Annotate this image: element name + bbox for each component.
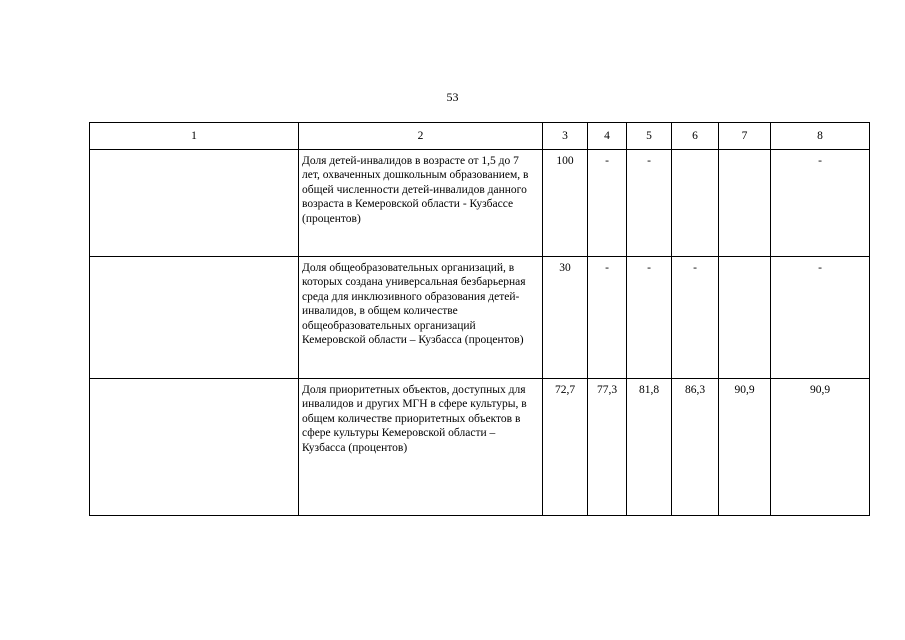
header-cell-1: 1 <box>90 123 299 150</box>
indicator-table <box>89 122 870 516</box>
indicator-description: Доля приоритетных объектов, доступных для инвалидов и других МГН в сфере культуры, в общем количестве приоритетных объектов в сфере культуры Кемеровской области – Кузбасса (процентов) <box>299 379 543 516</box>
value-col6: - <box>672 257 719 379</box>
value-col8: - <box>771 150 870 257</box>
row-cell-col1 <box>90 150 299 257</box>
value-col5: - <box>627 257 672 379</box>
value-col7 <box>719 257 771 379</box>
value-col3: 30 <box>543 257 588 379</box>
table-header-row <box>90 123 870 150</box>
value-col4: - <box>588 150 627 257</box>
value-col7: 90,9 <box>719 379 771 516</box>
header-cell-6: 6 <box>672 123 719 150</box>
value-col7 <box>719 150 771 257</box>
indicator-description: Доля детей-инвалидов в возрасте от 1,5 до 7 лет, охваченных дошкольным образованием, в общей численности детей-инвалидов данного возраста в Кемеровской области - Кузбассе (процентов) <box>299 150 543 257</box>
row-cell-col1 <box>90 257 299 379</box>
value-col5: - <box>627 150 672 257</box>
table-row <box>90 150 870 257</box>
indicator-description: Доля общеобразовательных организаций, в которых создана универсальная безбарьерная среда для инклюзивного образования детей-инвалидов, в общем количестве общеобразовательных организаций Кемеровской области – Кузбасса (процентов) <box>299 257 543 379</box>
page-number: 53 <box>446 90 459 104</box>
value-col4: - <box>588 257 627 379</box>
header-cell-2: 2 <box>299 123 543 150</box>
header-cell-3: 3 <box>543 123 588 150</box>
table-row <box>90 257 870 379</box>
table-row <box>90 379 870 516</box>
value-col8: - <box>771 257 870 379</box>
value-col5: 81,8 <box>627 379 672 516</box>
header-cell-7: 7 <box>719 123 771 150</box>
header-cell-8: 8 <box>771 123 870 150</box>
value-col6: 86,3 <box>672 379 719 516</box>
value-col6 <box>672 150 719 257</box>
header-cell-4: 4 <box>588 123 627 150</box>
header-cell-5: 5 <box>627 123 672 150</box>
value-col3: 72,7 <box>543 379 588 516</box>
value-col4: 77,3 <box>588 379 627 516</box>
value-col3: 100 <box>543 150 588 257</box>
value-col8: 90,9 <box>771 379 870 516</box>
row-cell-col1 <box>90 379 299 516</box>
